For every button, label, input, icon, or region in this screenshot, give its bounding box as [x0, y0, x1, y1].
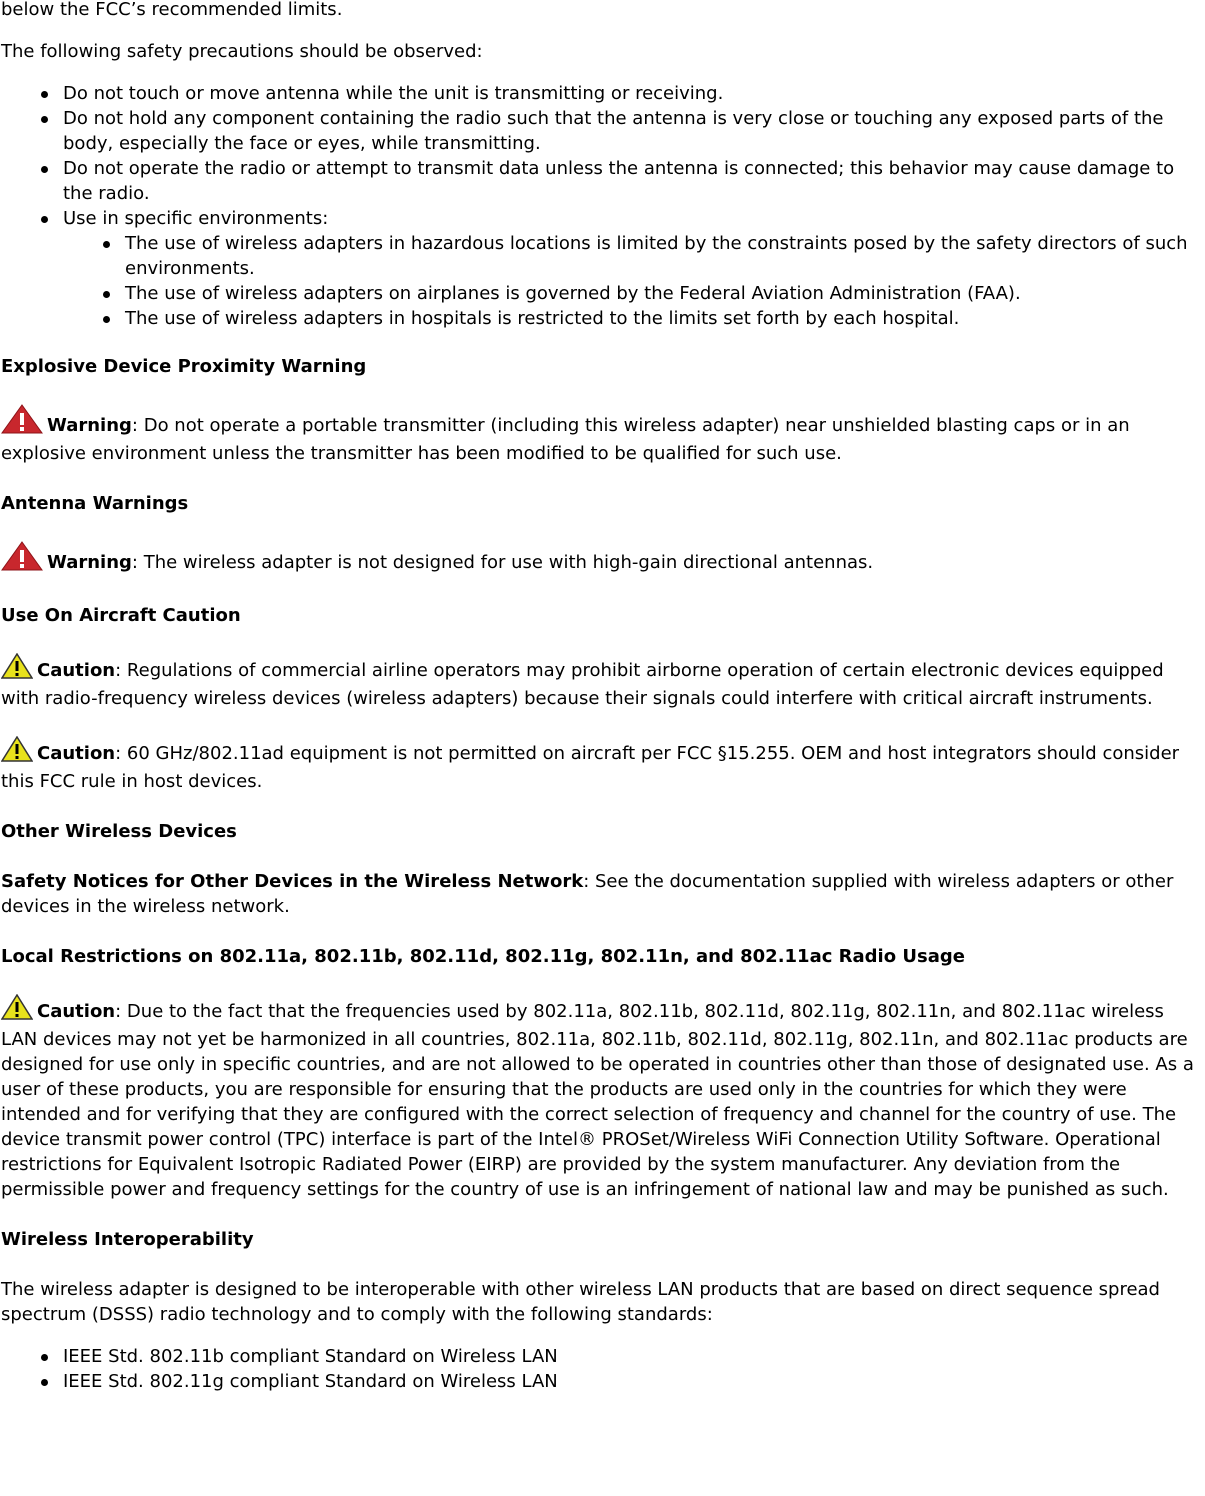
caution-text: : 60 GHz/802.11ad equipment is not permitted on aircraft per FCC §15.255. OEM and host integrators should consider this FCC rule in host devices. — [1, 743, 1180, 792]
warning-text: : The wireless adapter is not designed for use with high-gain directional antennas. — [131, 552, 874, 573]
warning-label: Warning — [47, 415, 132, 436]
notice-text: : See the documentation supplied with wireless adapters or other devices in the wireless network. — [1, 871, 1174, 917]
list-item: Do not hold any component containing the radio such that the antenna is very close or touching any exposed parts of the body, especially the face or eyes, while transmitting. — [37, 106, 1205, 156]
list-item: IEEE Std. 802.11g compliant Standard on Wireless LAN — [37, 1369, 1205, 1394]
intro-precautions: The following safety precautions should be observed: — [1, 41, 483, 62]
section-heading-interoperability: Wireless Interoperability — [1, 1229, 254, 1250]
caution-icon — [1, 653, 33, 686]
caution-text: : Regulations of commercial airline operators may prohibit airborne operation of certain electronic devices equipped with radio-frequency wireless devices (wireless adapters) because their signals could interfere with critical aircraft instruments. — [1, 660, 1164, 709]
section-heading-local-restrictions: Local Restrictions on 802.11a, 802.11b, 802.11d, 802.11g, 802.11n, and 802.11ac Radio Usage — [1, 946, 965, 967]
antenna-warning — [1, 541, 1205, 578]
section-heading-explosive: Explosive Device Proximity Warning — [1, 356, 367, 377]
notice-label: Safety Notices for Other Devices in the Wireless Network — [1, 871, 584, 892]
list-item-text: Use in specific environments: — [63, 208, 329, 229]
other-devices-notice — [1, 869, 1205, 919]
interoperability-text: The wireless adapter is designed to be interoperable with other wireless LAN products that are based on direct sequence spread spectrum (DSSS) radio technology and to comply with the following standards: — [1, 1279, 1160, 1325]
caution-label: Caution — [37, 1001, 116, 1022]
explosive-warning — [1, 404, 1205, 466]
caution-icon — [1, 994, 33, 1027]
aircraft-caution-2 — [1, 736, 1205, 794]
list-item: Do not touch or move antenna while the unit is transmitting or receiving. — [37, 81, 1205, 106]
environments-list — [99, 231, 1205, 331]
warning-text: : Do not operate a portable transmitter (including this wireless adapter) near unshielded blasting caps or in an explosive environment unless the transmitter has been modified to be qualified for such use. — [1, 415, 1130, 464]
warning-icon — [1, 404, 43, 441]
list-item: The use of wireless adapters in hospitals is restricted to the limits set forth by each hospital. — [99, 306, 1205, 331]
warning-icon — [1, 541, 43, 578]
list-item — [37, 206, 1205, 331]
caution-text: : Due to the fact that the frequencies used by 802.11a, 802.11b, 802.11d, 802.11g, 802.11n, and 802.11ac wireless LAN devices may not yet be harmonized in all countries, 802.11a, 802.11b, 802.11d, 802.11g, 802.11n, and 802.11ac products are designed for use only in specific countries, and are not allowed to be operated in countries other than those of designated use. As a user of these products, you are responsible for ensuring that the products are used only in the countries for which they were intended and for verifying that they are configured with the correct selection of frequency and channel for the country of use. The device transmit power control (TPC) interface is part of the Intel® PROSet/Wireless WiFi Connection Utility Software. Operational restrictions for Equivalent Isotropic Radiated Power (EIRP) are provided by the system manufacturer. Any deviation from the permissible power and frequency settings for the country of use is an infringement of national law and may be punished as such. — [1, 1001, 1194, 1200]
list-item: The use of wireless adapters on airplanes is governed by the Federal Aviation Administration (FAA). — [99, 281, 1205, 306]
standards-list — [37, 1344, 1205, 1394]
local-restrictions-caution — [1, 994, 1205, 1202]
list-item: The use of wireless adapters in hazardous locations is limited by the constraints posed by the safety directors of such environments. — [99, 231, 1205, 281]
intro-line: below the FCC’s recommended limits. — [1, 0, 343, 20]
list-item: Do not operate the radio or attempt to transmit data unless the antenna is connected; this behavior may cause damage to the radio. — [37, 156, 1205, 206]
caution-icon — [1, 736, 33, 769]
caution-label: Caution — [37, 660, 116, 681]
precautions-list — [37, 81, 1205, 331]
aircraft-caution-1 — [1, 653, 1205, 711]
list-item: IEEE Std. 802.11b compliant Standard on Wireless LAN — [37, 1344, 1205, 1369]
section-heading-aircraft: Use On Aircraft Caution — [1, 605, 241, 626]
section-heading-other-devices: Other Wireless Devices — [1, 821, 237, 842]
caution-label: Caution — [37, 743, 116, 764]
section-heading-antenna: Antenna Warnings — [1, 493, 189, 514]
warning-label: Warning — [47, 552, 132, 573]
